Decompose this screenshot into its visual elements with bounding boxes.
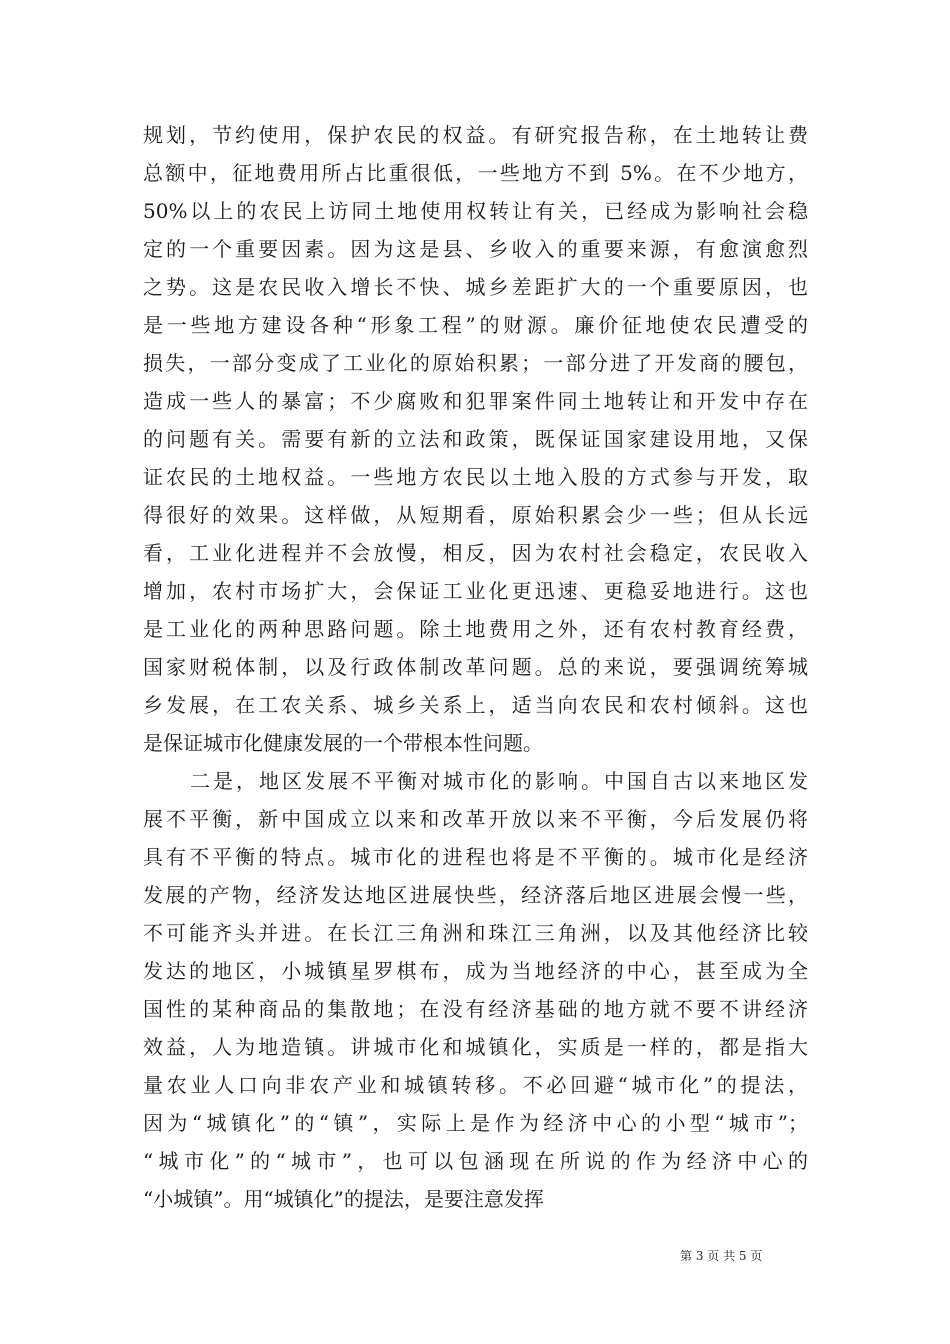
text-line: 发达的地区，小城镇星罗棋布，成为当地经济的中心，甚至成为全 [143, 959, 808, 983]
text-line: 造成一些人的暴富；不少腐败和犯罪案件同土地转让和开发中存在 [143, 389, 808, 413]
text-line: 是工业化的两种思路问题。除土地费用之外，还有农村教育经费， [143, 617, 808, 641]
text-line: 效益，人为地造镇。讲城市化和城镇化，实质是一样的，都是指大 [143, 1035, 808, 1059]
text-line: 发展的产物，经济发达地区进展快些，经济落后地区进展会慢一些， [143, 883, 808, 907]
text-line: 总额中，征地费用所占比重很低，一些地方不到 5%。在不少地方， [143, 161, 808, 185]
text-line: 是保证城市化健康发展的一个带根本性问题。 [143, 731, 543, 755]
text-line: 定的一个重要因素。因为这是县、乡收入的重要来源，有愈演愈烈 [143, 237, 808, 261]
text-line: 得很好的效果。这样做，从短期看，原始积累会少一些；但从长远 [143, 503, 808, 527]
text-line: 之势。这是农民收入增长不快、城乡差距扩大的一个重要原因，也 [143, 275, 808, 299]
text-line: 是一些地方建设各种“形象工程”的财源。廉价征地使农民遭受的 [143, 313, 808, 337]
text-line: 的问题有关。需要有新的立法和政策，既保证国家建设用地，又保 [143, 427, 808, 451]
text-line: 量农业人口向非农产业和城镇转移。不必回避“城市化”的提法， [143, 1073, 808, 1097]
text-line: “城市化”的“城市”，也可以包涵现在所说的作为经济中心的 [143, 1149, 808, 1173]
text-line: 规划，节约使用，保护农民的权益。有研究报告称，在土地转让费 [143, 123, 808, 147]
text-line: 国性的某种商品的集散地；在没有经济基础的地方就不要不讲经济 [143, 997, 808, 1021]
text-line: 不可能齐头并进。在长江三角洲和珠江三角洲，以及其他经济比较 [143, 921, 808, 945]
text-line: 50%以上的农民上访同土地使用权转让有关，已经成为影响社会稳 [143, 199, 808, 223]
text-line: 具有不平衡的特点。城市化的进程也将是不平衡的。城市化是经济 [143, 845, 808, 869]
text-line: 因为“城镇化”的“镇”，实际上是作为经济中心的小型“城市”； [143, 1111, 808, 1135]
text-line: 国家财税体制，以及行政体制改革问题。总的来说，要强调统筹城 [143, 655, 808, 679]
page-number: 第 3 页 共 5 页 [680, 1249, 763, 1263]
text-line: 看，工业化进程并不会放慢，相反，因为农村社会稳定，农民收入 [143, 541, 808, 565]
text-line: 乡发展，在工农关系、城乡关系上，适当向农民和农村倾斜。这也 [143, 693, 808, 717]
paragraph-first-line: 二是，地区发展不平衡对城市化的影响。中国自古以来地区发 [190, 769, 808, 793]
text-line: 增加，农村市场扩大，会保证工业化更迅速、更稳妥地进行。这也 [143, 579, 808, 603]
text-line: 证农民的土地权益。一些地方农民以土地入股的方式参与开发，取 [143, 465, 808, 489]
text-line: 展不平衡，新中国成立以来和改革开放以来不平衡，今后发展仍将 [143, 807, 808, 831]
text-line: “小城镇”。用“城镇化”的提法，是要注意发挥 [143, 1187, 544, 1211]
text-line: 损失，一部分变成了工业化的原始积累；一部分进了开发商的腰包， [143, 351, 808, 375]
